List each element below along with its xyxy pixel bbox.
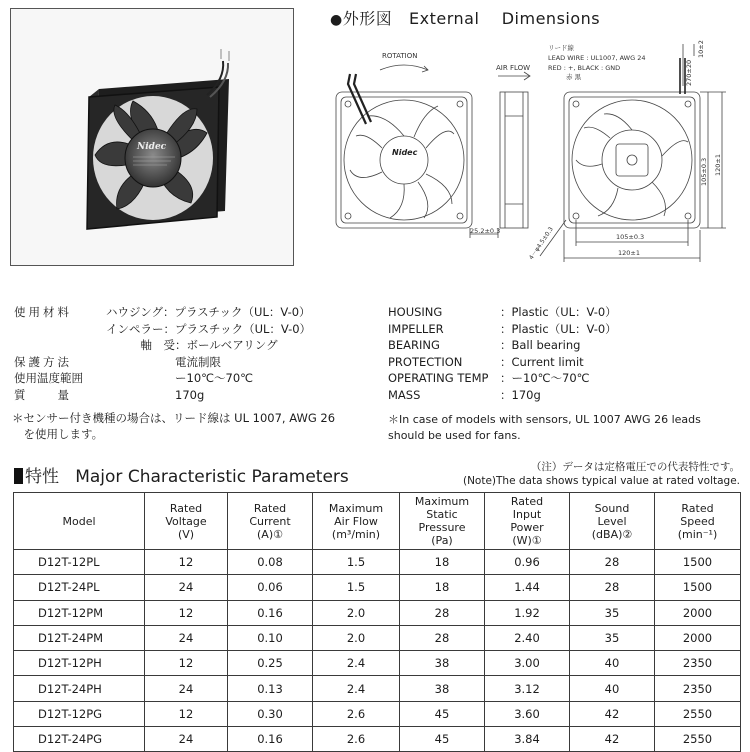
spec-en-value: ：ー10℃～70℃ [500,371,590,385]
cell-model: D12T-24PG [14,727,145,752]
spec-en-row [388,387,617,404]
header-voltage: Rated Voltage (V) [145,493,228,550]
note-jp [12,410,335,442]
spec-en-label: HOUSING [388,305,443,319]
cell-sound: 28 [570,575,655,600]
dim-270-label: 270±20 [685,59,693,86]
cell-power: 3.84 [485,727,570,752]
spec-en-value: ：170g [500,387,541,402]
cell-current: 0.08 [228,550,313,575]
spec-jp-value: 電流制限 [106,354,221,369]
wire-jp-label: リード線 [548,44,574,52]
cell-model: D12T-24PL [14,575,145,600]
header-airflow: Maximum Air Flow (m³/min) [313,493,400,550]
cell-airflow: 1.5 [313,575,400,600]
dim-hole-label: 4－φ4.5±0.3 [527,225,555,262]
spec-jp-label: 保護方法 [14,354,72,369]
spec-jp-value: 170g [106,387,205,402]
cell-voltage: 24 [145,575,228,600]
table-body [14,550,741,752]
photo-brand: Nidec [137,142,167,152]
cell-pressure: 38 [400,651,485,676]
cell-model: D12T-24PM [14,625,145,650]
spec-jp-label [14,321,106,338]
product-photo [10,8,294,266]
spec-jp-value: インペラー：プラスチック（UL：V-0） [106,321,312,336]
table-row [14,676,741,701]
table-note-jp: （注）データは定格電圧での代表特性です。 [530,461,740,473]
header-pressure: Maximum Static Pressure (Pa) [400,493,485,550]
section-title-jp: 特性 [25,467,59,487]
spec-jp-value: ー10℃～70℃ [106,371,254,385]
specs-jp [14,304,311,403]
spec-jp-label: 使用材料 [14,305,72,319]
table-row [14,550,741,575]
cell-airflow: 1.5 [313,550,400,575]
cell-current: 0.25 [228,651,313,676]
cell-speed: 2000 [655,600,741,625]
cell-speed: 2550 [655,701,741,726]
cell-model: D12T-12PL [14,550,145,575]
spec-en-row [388,321,617,338]
dim-120h-label: 120±1 [618,249,640,257]
dimensions-title-jp: 外形図 [342,9,393,28]
cell-sound: 42 [570,727,655,752]
cell-pressure: 45 [400,701,485,726]
dimension-drawing [328,36,743,268]
cell-pressure: 45 [400,727,485,752]
cell-voltage: 12 [145,550,228,575]
cell-pressure: 28 [400,625,485,650]
cell-pressure: 38 [400,676,485,701]
section-title [14,462,349,487]
cell-power: 3.12 [485,676,570,701]
header-speed: Rated Speed (min⁻¹) [655,493,741,550]
spec-en-label: PROTECTION [388,354,463,369]
cell-speed: 2000 [655,625,741,650]
specs-en [388,304,617,403]
cell-speed: 1500 [655,550,741,575]
cell-power: 2.40 [485,625,570,650]
cell-airflow: 2.4 [313,676,400,701]
spec-jp-row [14,304,311,321]
cell-voltage: 12 [145,600,228,625]
table-note-en: (Note)The data shows typical value at rated voltage. [462,475,740,487]
note-en [388,412,701,444]
cell-voltage: 24 [145,727,228,752]
cell-model: D12T-12PG [14,701,145,726]
header-sound: Sound Level (dBA)② [570,493,655,550]
spec-jp-row [14,321,311,338]
cell-sound: 28 [570,550,655,575]
spec-en-value: ：Current limit [500,354,584,369]
cell-pressure: 28 [400,600,485,625]
spec-jp-label: 使用温度範囲 [14,371,83,385]
note-en-line: should be used for fans. [388,429,521,442]
spec-jp-value: ハウジング：プラスチック（UL：V-0） [106,305,311,319]
table-row [14,701,741,726]
dimensions-title [330,6,600,29]
cell-power: 1.44 [485,575,570,600]
header-model: Model [14,493,145,550]
cell-airflow: 2.6 [313,701,400,726]
cell-speed: 2350 [655,676,741,701]
cell-voltage: 12 [145,651,228,676]
table-row [14,625,741,650]
cell-current: 0.10 [228,625,313,650]
table-row [14,575,741,600]
header-power: Rated Input Power (W)① [485,493,570,550]
cell-airflow: 2.0 [313,600,400,625]
cell-power: 3.00 [485,651,570,676]
spec-en-value: ：Plastic（UL：V-0） [500,305,617,319]
rotation-label: ROTATION [382,52,418,60]
dimensions-title-en2: Dimensions [501,9,601,28]
note-jp-line: を使用します。 [12,427,104,441]
table-row [14,727,741,752]
spec-en-value: ：Ball bearing [500,338,581,352]
parameters-table [13,492,741,752]
note-en-line: ＊In case of models with sensors, UL 1007 AWG 26 leads [388,413,701,426]
cell-sound: 40 [570,651,655,676]
cell-speed: 2350 [655,651,741,676]
spec-en-row [388,304,617,321]
fan-photo-image [11,9,293,265]
airflow-label: AIR FLOW [496,64,531,72]
spec-jp-row [14,370,311,387]
wire-colors-label: RED : +, BLACK : GND [548,64,621,72]
spec-en-row [388,370,617,387]
dimensions-title-en1: External [409,9,480,28]
spec-jp-row [14,337,311,354]
dim-10-label: 10±2 [697,40,705,58]
spec-en-label: IMPELLER [388,321,444,336]
cell-model: D12T-12PM [14,600,145,625]
cell-current: 0.13 [228,676,313,701]
spec-jp-row [14,354,311,371]
cell-current: 0.16 [228,600,313,625]
cell-sound: 42 [570,701,655,726]
cell-current: 0.16 [228,727,313,752]
table-header-row [14,493,741,550]
cell-current: 0.06 [228,575,313,600]
table-row [14,651,741,676]
spec-en-row [388,354,617,371]
cell-power: 3.60 [485,701,570,726]
spec-en-row [388,337,617,354]
cell-airflow: 2.6 [313,727,400,752]
cell-sound: 35 [570,625,655,650]
dim-105h-label: 105±0.3 [616,233,645,241]
dim-105v-label: 105±0.3 [700,157,708,186]
cell-power: 1.92 [485,600,570,625]
table-row [14,600,741,625]
cell-pressure: 18 [400,550,485,575]
cell-voltage: 24 [145,625,228,650]
cell-current: 0.30 [228,701,313,726]
cell-power: 0.96 [485,550,570,575]
header-current: Rated Current (A)① [228,493,313,550]
cell-speed: 1500 [655,575,741,600]
spec-en-label: MASS [388,387,421,402]
dim-120v-label: 120±1 [714,154,722,176]
section-title-en: Major Characteristic Parameters [75,467,349,487]
spec-en-label: BEARING [388,338,440,352]
cell-sound: 35 [570,600,655,625]
wire-en-label: LEAD WIRE : UL1007, AWG 24 [548,54,646,62]
spec-jp-row [14,387,311,404]
cell-model: D12T-24PH [14,676,145,701]
spec-jp-label: 質 量 [14,387,72,402]
cell-model: D12T-12PH [14,651,145,676]
cell-voltage: 12 [145,701,228,726]
note-jp-line: ＊センサー付き機種の場合は、リード線は UL 1007, AWG 26 [12,411,336,425]
cell-pressure: 18 [400,575,485,600]
cell-airflow: 2.0 [313,625,400,650]
dim-25-label: 25.2±0.3 [470,227,501,235]
spec-jp-label [14,337,106,354]
fan-drawing-brand: Nidec [392,148,418,157]
cell-airflow: 2.4 [313,651,400,676]
bullet-icon: ● [330,12,343,28]
cell-sound: 40 [570,676,655,701]
cell-voltage: 24 [145,676,228,701]
spec-jp-value: 軸 受：ボールベアリング [106,338,278,352]
block-marker-icon [14,468,23,484]
wire-colors-jp-label: 赤 黒 [566,73,582,81]
cell-speed: 2550 [655,727,741,752]
spec-en-label: OPERATING TEMP [388,371,489,385]
spec-en-value: ：Plastic（UL：V-0） [500,321,617,336]
